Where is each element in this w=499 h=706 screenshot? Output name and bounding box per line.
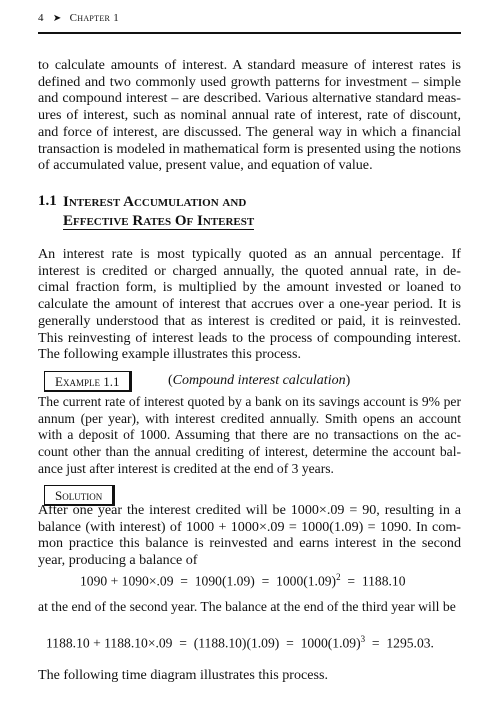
body-line: This reinvesting of interest leads to the process of compounding interest. (38, 329, 461, 346)
intro-line: transaction is modeled in mathematical form is presented using the notions (38, 140, 461, 157)
body-line: An interest rate is most typically quoted as an annual percentage. If (38, 246, 461, 262)
example-line: count other than the annual crediting of interest, determine the account bal- (38, 444, 461, 460)
running-header (38, 12, 119, 24)
equation-2-exponent: 3 (360, 634, 366, 644)
solution-text (38, 502, 461, 569)
arrow-icon: ➤ (52, 13, 62, 24)
page-number: 4 (38, 12, 44, 24)
solution-line: balance (with interest) of 1000 + 1000×.09 = 1000(1.09) = 1090. In com- (38, 518, 461, 535)
equation-1-exponent: 2 (336, 572, 341, 582)
section-title-line: Effective Rates Of Interest (63, 213, 255, 229)
intro-line: to calculate amounts of interest. A standard measure of interest rates is (38, 57, 461, 73)
equation-1-main: 1090 + 1090×.09 = 1090(1.09) = 1000(1.09) (80, 573, 337, 589)
body-line: generally understood that as interest is credited or paid, it is reinvested. (38, 312, 461, 329)
intro-line: defined and two commonly used growth patterns for investment – simple (38, 73, 461, 90)
example-note: (Compound interest calculation) (168, 373, 351, 388)
solution-line: mon practice this balance is reinvested and earns interest in the second (38, 535, 461, 552)
equation-1-end: = 1188.10 (340, 573, 406, 589)
intro-line: ures of interest, such as nominal annual rate of interest, rate of discount, (38, 107, 461, 124)
example-line: annum (per year), with interest credited annually. Smith opens an account (38, 410, 461, 426)
example-note-text: Compound interest calculation (172, 373, 346, 388)
body-line: interest is credited or charged annually, the quoted annual rate, in de- (38, 262, 461, 279)
closing-line: The following time diagram illustrates this process. (38, 667, 329, 683)
solution-line: After one year the interest credited will be 1000×.09 = 90, resulting in a (38, 502, 461, 518)
solution-line: year, producing a balance of (38, 552, 198, 569)
intro-line: and force of interest, are discussed. The general way in which a financial (38, 123, 461, 140)
section-title-line: Interest Accumulation and (63, 194, 247, 210)
equation-2-end: = 1295.03. (365, 635, 434, 651)
body-line: calculate the amount of interest that accrues over a one-year period. It is (38, 296, 461, 313)
header-rule (38, 32, 461, 34)
body-paragraph (38, 246, 461, 363)
example-line: ance just after interest is credited at the end of 3 years. (38, 460, 334, 476)
solution-mid-line: at the end of the second year. The balance at the end of the third year will be (38, 599, 456, 614)
example-label: Example 1.1 (44, 371, 132, 392)
intro-paragraph (38, 57, 461, 174)
intro-line: and compound interest – are described. Various alternative standard meas- (38, 90, 461, 107)
body-line: The following example illustrates this process. (38, 346, 302, 363)
closing-text (38, 667, 461, 684)
solution-label: Solution (44, 485, 115, 506)
example-line: The current rate of interest quoted by a bank on its savings account is 9% per (38, 394, 461, 409)
equation-2-main: 1188.10 + 1188.10×.09 = (1188.10)(1.09) = 1000(1.09) (46, 635, 361, 651)
equation-1 (80, 572, 406, 590)
section-number: 1.1 (38, 193, 57, 209)
solution-mid-text (38, 599, 461, 616)
chapter-label: Chapter 1 (69, 12, 120, 24)
body-line: cimal fraction form, is multiplied by the amount invested or loaned to (38, 279, 461, 296)
equation-2 (46, 634, 434, 652)
intro-line: of accumulated value, present value, and equation of value. (38, 157, 373, 174)
example-line: with a deposit of 1000. Assuming that there are no transactions on the ac- (38, 427, 461, 443)
section-title (63, 193, 254, 231)
example-text (38, 394, 461, 478)
